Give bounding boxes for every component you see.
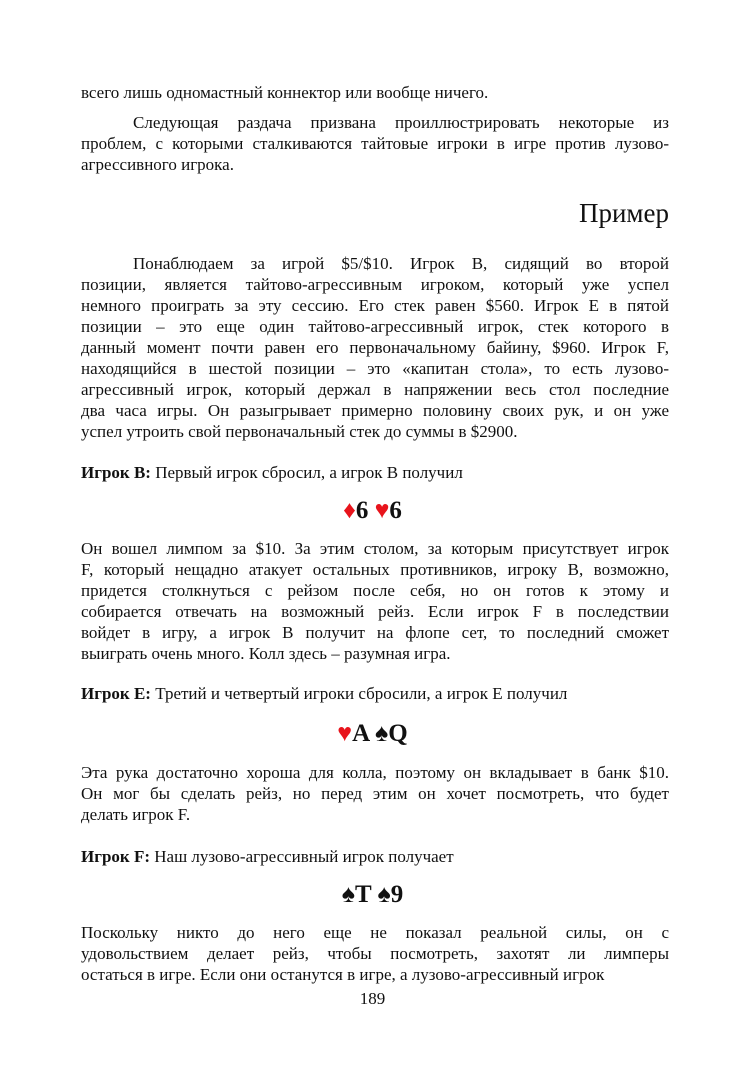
player-label: Игрок F:	[81, 847, 150, 866]
player-line	[81, 462, 669, 483]
paragraph	[81, 82, 669, 103]
card-suit-icon: ♠	[375, 720, 389, 747]
card-rank: 9	[390, 881, 404, 908]
text-line: F, который нещадно атакует остальных противников, игроку B, возможно,	[81, 560, 669, 579]
text-line: два часа игры. Он разыгрывает примерно половину своих рук, и он уже	[81, 401, 669, 420]
text-line: делать игрок F.	[81, 805, 191, 824]
text-line: проблем, с которыми сталкиваются тайтовые игроки в игре против лузово-	[81, 134, 669, 153]
text-line: Поскольку никто до него еще не показал реальной силы, он с	[81, 923, 669, 942]
player-text: Наш лузово-агрессивный игрок получает	[150, 847, 454, 866]
player-label: Игрок E:	[81, 684, 151, 703]
card-suit-icon: ♥	[337, 720, 353, 747]
text-line: данный момент почти равен его первоначальному байину, $960. Игрок F,	[81, 338, 669, 357]
paragraph	[81, 112, 669, 175]
text-line: агрессивного игрока.	[81, 155, 234, 174]
text-line: агрессивный игрок, который держал в напряжении весь стол последние	[81, 380, 669, 399]
text-line: Он мог бы сделать рейз, но перед этим он хочет посмотреть, что будет	[81, 784, 669, 803]
text-line: войдет в игру, а игрок B получит на флопе сет, то последний сможет	[81, 623, 669, 642]
card-suit-icon: ♥	[374, 497, 390, 524]
paragraph	[81, 538, 669, 664]
text-line: удовольствием делает рейз, чтобы посмотреть, захотят ли лимперы	[81, 944, 669, 963]
card-rank: T	[355, 881, 372, 908]
text-line: выиграть очень много. Колл здесь – разумная игра.	[81, 644, 451, 663]
text-line: Понаблюдаем за игрой $5/$10. Игрок B, сидящий во второй	[133, 254, 669, 273]
player-label: Игрок B:	[81, 463, 151, 482]
paragraph	[81, 253, 669, 442]
card-rank: 6	[389, 497, 402, 524]
paragraph	[81, 922, 669, 985]
page-number: 189	[359, 989, 386, 1008]
text-line: всего лишь одномастный коннектор или вообще ничего.	[81, 83, 489, 102]
card-suit-icon: ♠	[377, 881, 391, 908]
section-heading: Пример	[578, 198, 669, 228]
player-text: Первый игрок сбросил, а игрок B получил	[150, 463, 463, 482]
card-suit-icon: ♠	[341, 881, 355, 908]
hand-cards	[0, 719, 745, 749]
text-line: остаться в игре. Если они останутся в игре, а лузово-агрессивный игрок	[81, 965, 605, 984]
text-line: находящийся в шестой позиции – это «капитан стола», то есть лузово-	[81, 359, 669, 378]
card-rank: Q	[388, 720, 408, 747]
hand-cards	[0, 496, 745, 526]
text-line: успел утроить свой первоначальный стек до суммы в $2900.	[81, 422, 518, 441]
text-line: позиции, является тайтово-агрессивным игроком, который уже успел	[81, 275, 669, 294]
text-line: Он вошел лимпом за $10. За этим столом, за которым присутствует игрок	[81, 539, 669, 558]
text-line: собирается отвечать на возможный рейз. Если игрок F в последствии	[81, 602, 669, 621]
paragraph	[81, 762, 669, 825]
text-line: позиции – это еще один тайтово-агрессивный игрок, стек которого в	[81, 317, 669, 336]
player-line	[81, 846, 669, 867]
text-line: придется столкнуться с рейзом после себя, но он готов к этому и	[81, 581, 669, 600]
text-line: Эта рука достаточно хороша для колла, поэтому он вкладывает в банк $10.	[81, 763, 669, 782]
hand-cards	[0, 880, 745, 910]
card-suit-icon: ♦	[343, 497, 356, 524]
card-rank: 6	[355, 497, 369, 524]
player-line	[81, 683, 669, 704]
player-text: Третий и четвертый игроки сбросили, а игрок E получил	[150, 684, 568, 703]
text-line: Следующая раздача призвана проиллюстрировать некоторые из	[133, 113, 669, 132]
text-line: немного проиграть за эту сессию. Его стек равен $560. Игрок E в пятой	[81, 296, 669, 315]
card-rank: A	[352, 720, 369, 747]
